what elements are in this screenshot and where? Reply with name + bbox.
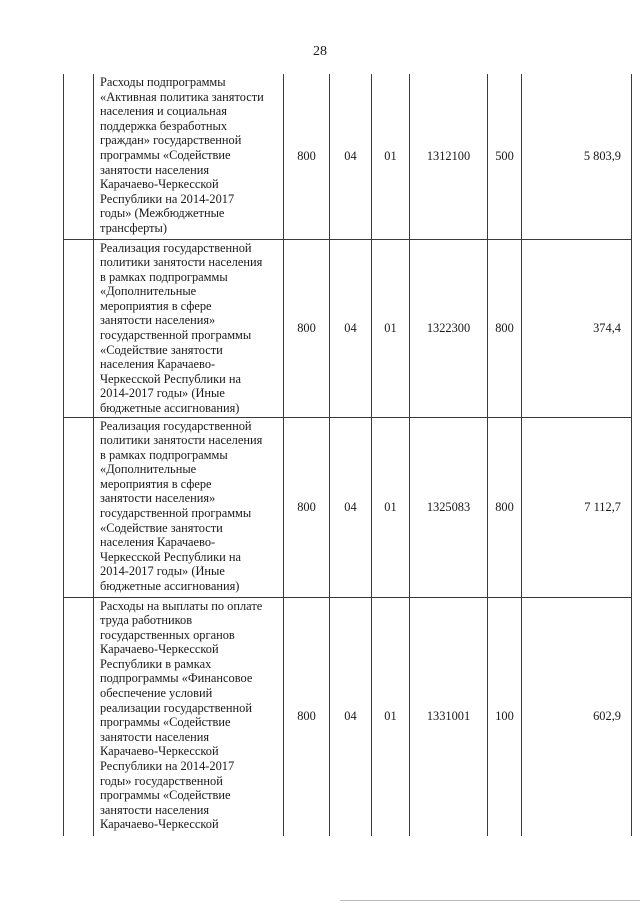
row-number-cell	[64, 239, 94, 417]
amount-cell: 5 803,9	[522, 74, 632, 239]
page-number: 28	[313, 44, 327, 59]
budget-table	[63, 74, 632, 836]
amount-cell: 7 112,7	[522, 417, 632, 597]
description-cell: Реализация государственной политики занятости населения в рамках подпрограммы «Дополнительные мероприятия в сфере занятости населения» государственной программы «Содействие занятости населения Карачаево- Черкесской Республики на 2014-2017 годы» (Иные бюджетные ассигнования)	[94, 417, 284, 597]
subsection-code-cell: 01	[372, 74, 410, 239]
subsection-code-cell: 01	[372, 597, 410, 836]
expense-type-cell: 100	[488, 597, 522, 836]
expense-type-cell: 500	[488, 74, 522, 239]
table-row	[64, 239, 632, 417]
subsection-code-cell: 01	[372, 239, 410, 417]
ministry-code-cell: 800	[284, 74, 330, 239]
section-code-cell: 04	[330, 74, 372, 239]
row-number-cell	[64, 74, 94, 239]
row-number-cell	[64, 417, 94, 597]
section-code-cell: 04	[330, 597, 372, 836]
target-code-cell: 1325083	[410, 417, 488, 597]
target-code-cell: 1322300	[410, 239, 488, 417]
description-cell: Расходы подпрограммы «Активная политика занятости населения и социальная поддержка безработных граждан» государственной программы «Содействие занятости населения Карачаево-Черкесской Республики на 2014-2017 годы» (Межбюджетные трансферты)	[94, 74, 284, 239]
section-code-cell: 04	[330, 417, 372, 597]
description-cell: Расходы на выплаты по оплате труда работников государственных органов Карачаево-Черкесской Республики в рамках подпрограммы «Финансовое обеспечение условий реализации государственной программы «Содействие занятости населения Карачаево-Черкесской Республики на 2014-2017 годы» государственной программы «Содействие занятости населения Карачаево-Черкесской	[94, 597, 284, 836]
ministry-code-cell: 800	[284, 239, 330, 417]
target-code-cell: 1331001	[410, 597, 488, 836]
ministry-code-cell: 800	[284, 417, 330, 597]
subsection-code-cell: 01	[372, 417, 410, 597]
description-cell: Реализация государственной политики занятости населения в рамках подпрограммы «Дополнительные мероприятия в сфере занятости населения» государственной программы «Содействие занятости населения Карачаево- Черкесской Республики на 2014-2017 годы» (Иные бюджетные ассигнования)	[94, 239, 284, 417]
row-number-cell	[64, 597, 94, 836]
ministry-code-cell: 800	[284, 597, 330, 836]
target-code-cell: 1312100	[410, 74, 488, 239]
expense-type-cell: 800	[488, 239, 522, 417]
amount-cell: 374,4	[522, 239, 632, 417]
bottom-rule	[340, 900, 640, 901]
expense-type-cell: 800	[488, 417, 522, 597]
table-row	[64, 74, 632, 239]
table-row	[64, 417, 632, 597]
table-row	[64, 597, 632, 836]
section-code-cell: 04	[330, 239, 372, 417]
amount-cell: 602,9	[522, 597, 632, 836]
